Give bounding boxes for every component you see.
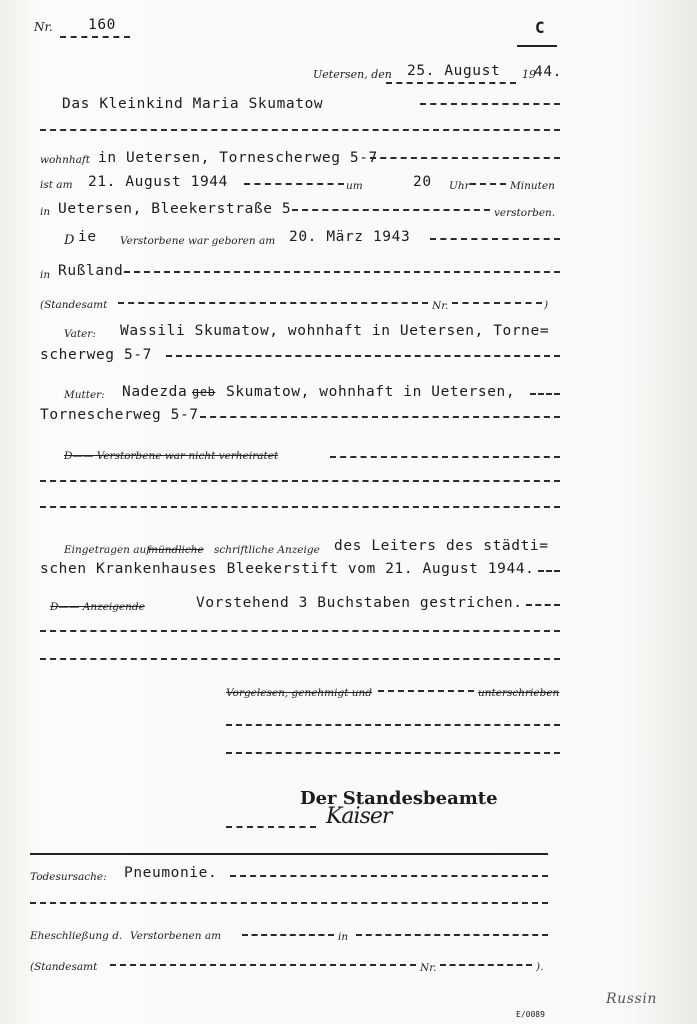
form-code: E/0089 (516, 1010, 545, 1019)
anzeigende-struck: D—— Anzeigende (50, 601, 145, 613)
born-label: Verstorbene war geboren am (120, 235, 276, 247)
uhr-label: Uhr (449, 180, 470, 192)
standesamt-label: (Standesamt (40, 299, 108, 311)
unterschrieben-struck: unterschrieben (478, 687, 560, 699)
mutter-label: Mutter: (64, 389, 105, 401)
handwritten-note: Russin (606, 991, 658, 1007)
cause-of-death: Pneumonie. (124, 865, 218, 881)
mother-value-line2: Tornescherweg 5-7 (40, 407, 199, 423)
mother-value-line1: Skumatow, wohnhaft in Uetersen, (226, 384, 516, 400)
standesamt-close: ) (544, 299, 549, 311)
report-source-line2: schen Krankenhauses Bleekerstift vom 21. August 1944. (40, 561, 535, 577)
marriage-label: Eheschließung d. (30, 930, 123, 942)
register-number: 160 (88, 17, 116, 33)
muendliche-struck: mündliche (148, 544, 204, 556)
nr-label: Nr. (34, 20, 53, 34)
schriftliche-label: schriftliche Anzeige (214, 544, 320, 556)
minuten-label: Minuten (510, 180, 555, 192)
eingetragen-label: Eingetragen auf (64, 544, 151, 556)
death-hour: 20 (413, 174, 432, 190)
birth-place: Rußland (58, 263, 124, 279)
verstorben-label: verstorben. (494, 207, 556, 219)
death-place: Uetersen, Bleekerstraße 5 (58, 201, 292, 217)
marriage-in-label: in (338, 931, 349, 943)
report-year: 44. (534, 64, 562, 80)
vorgelesen-struck: Vorgelesen, genehmigt und (226, 687, 373, 699)
mother-geb-struck: geb (192, 385, 216, 399)
um-label: um (346, 180, 363, 192)
year-prefix: 19 (522, 68, 536, 81)
footer-standesamt-label: (Standesamt (30, 961, 98, 973)
in-label: in (40, 206, 51, 218)
death-date: 21. August 1944 (88, 174, 228, 190)
marriage-label-2: Verstorbenen am (130, 930, 222, 942)
official-title: Der Standesbeamte (300, 788, 498, 809)
place-label: Uetersen, den (313, 68, 392, 81)
father-value-line2: scherweg 5-7 (40, 347, 152, 363)
birth-in-label: in (40, 269, 51, 281)
footer-separator (30, 853, 548, 855)
vater-label: Vater: (64, 328, 96, 340)
father-value-line1: Wassili Skumatow, wohnhaft in Uetersen, Torne= (120, 323, 550, 339)
standesamt-nr-label: Nr. (432, 300, 449, 312)
strike-note: Vorstehend 3 Buchstaben gestrichen. (196, 595, 523, 611)
wohnhaft-label: wohnhaft (40, 154, 90, 166)
footer-nr-label: Nr. (420, 962, 437, 974)
die-suffix: ie (78, 229, 97, 245)
deceased-name-line: Das Kleinkind Maria Skumatow (62, 96, 324, 112)
birth-date: 20. März 1943 (289, 229, 411, 245)
die-prefix: D (64, 233, 75, 248)
residence-value: in Uetersen, Tornescherweg 5-7 (98, 150, 378, 166)
report-date: 25. August (407, 63, 501, 79)
corner-letter: C (535, 18, 545, 37)
footer-close: ). (536, 961, 544, 973)
mother-name: Nadezda (122, 384, 188, 400)
ist-am-label: ist am (40, 179, 73, 191)
report-source-line1: des Leiters des städti= (334, 538, 549, 554)
official-signature: Kaiser (326, 804, 392, 829)
cause-label: Todesursache: (30, 871, 107, 883)
marital-status-struck: D—— Verstorbene war nicht verheiratet (64, 450, 279, 462)
